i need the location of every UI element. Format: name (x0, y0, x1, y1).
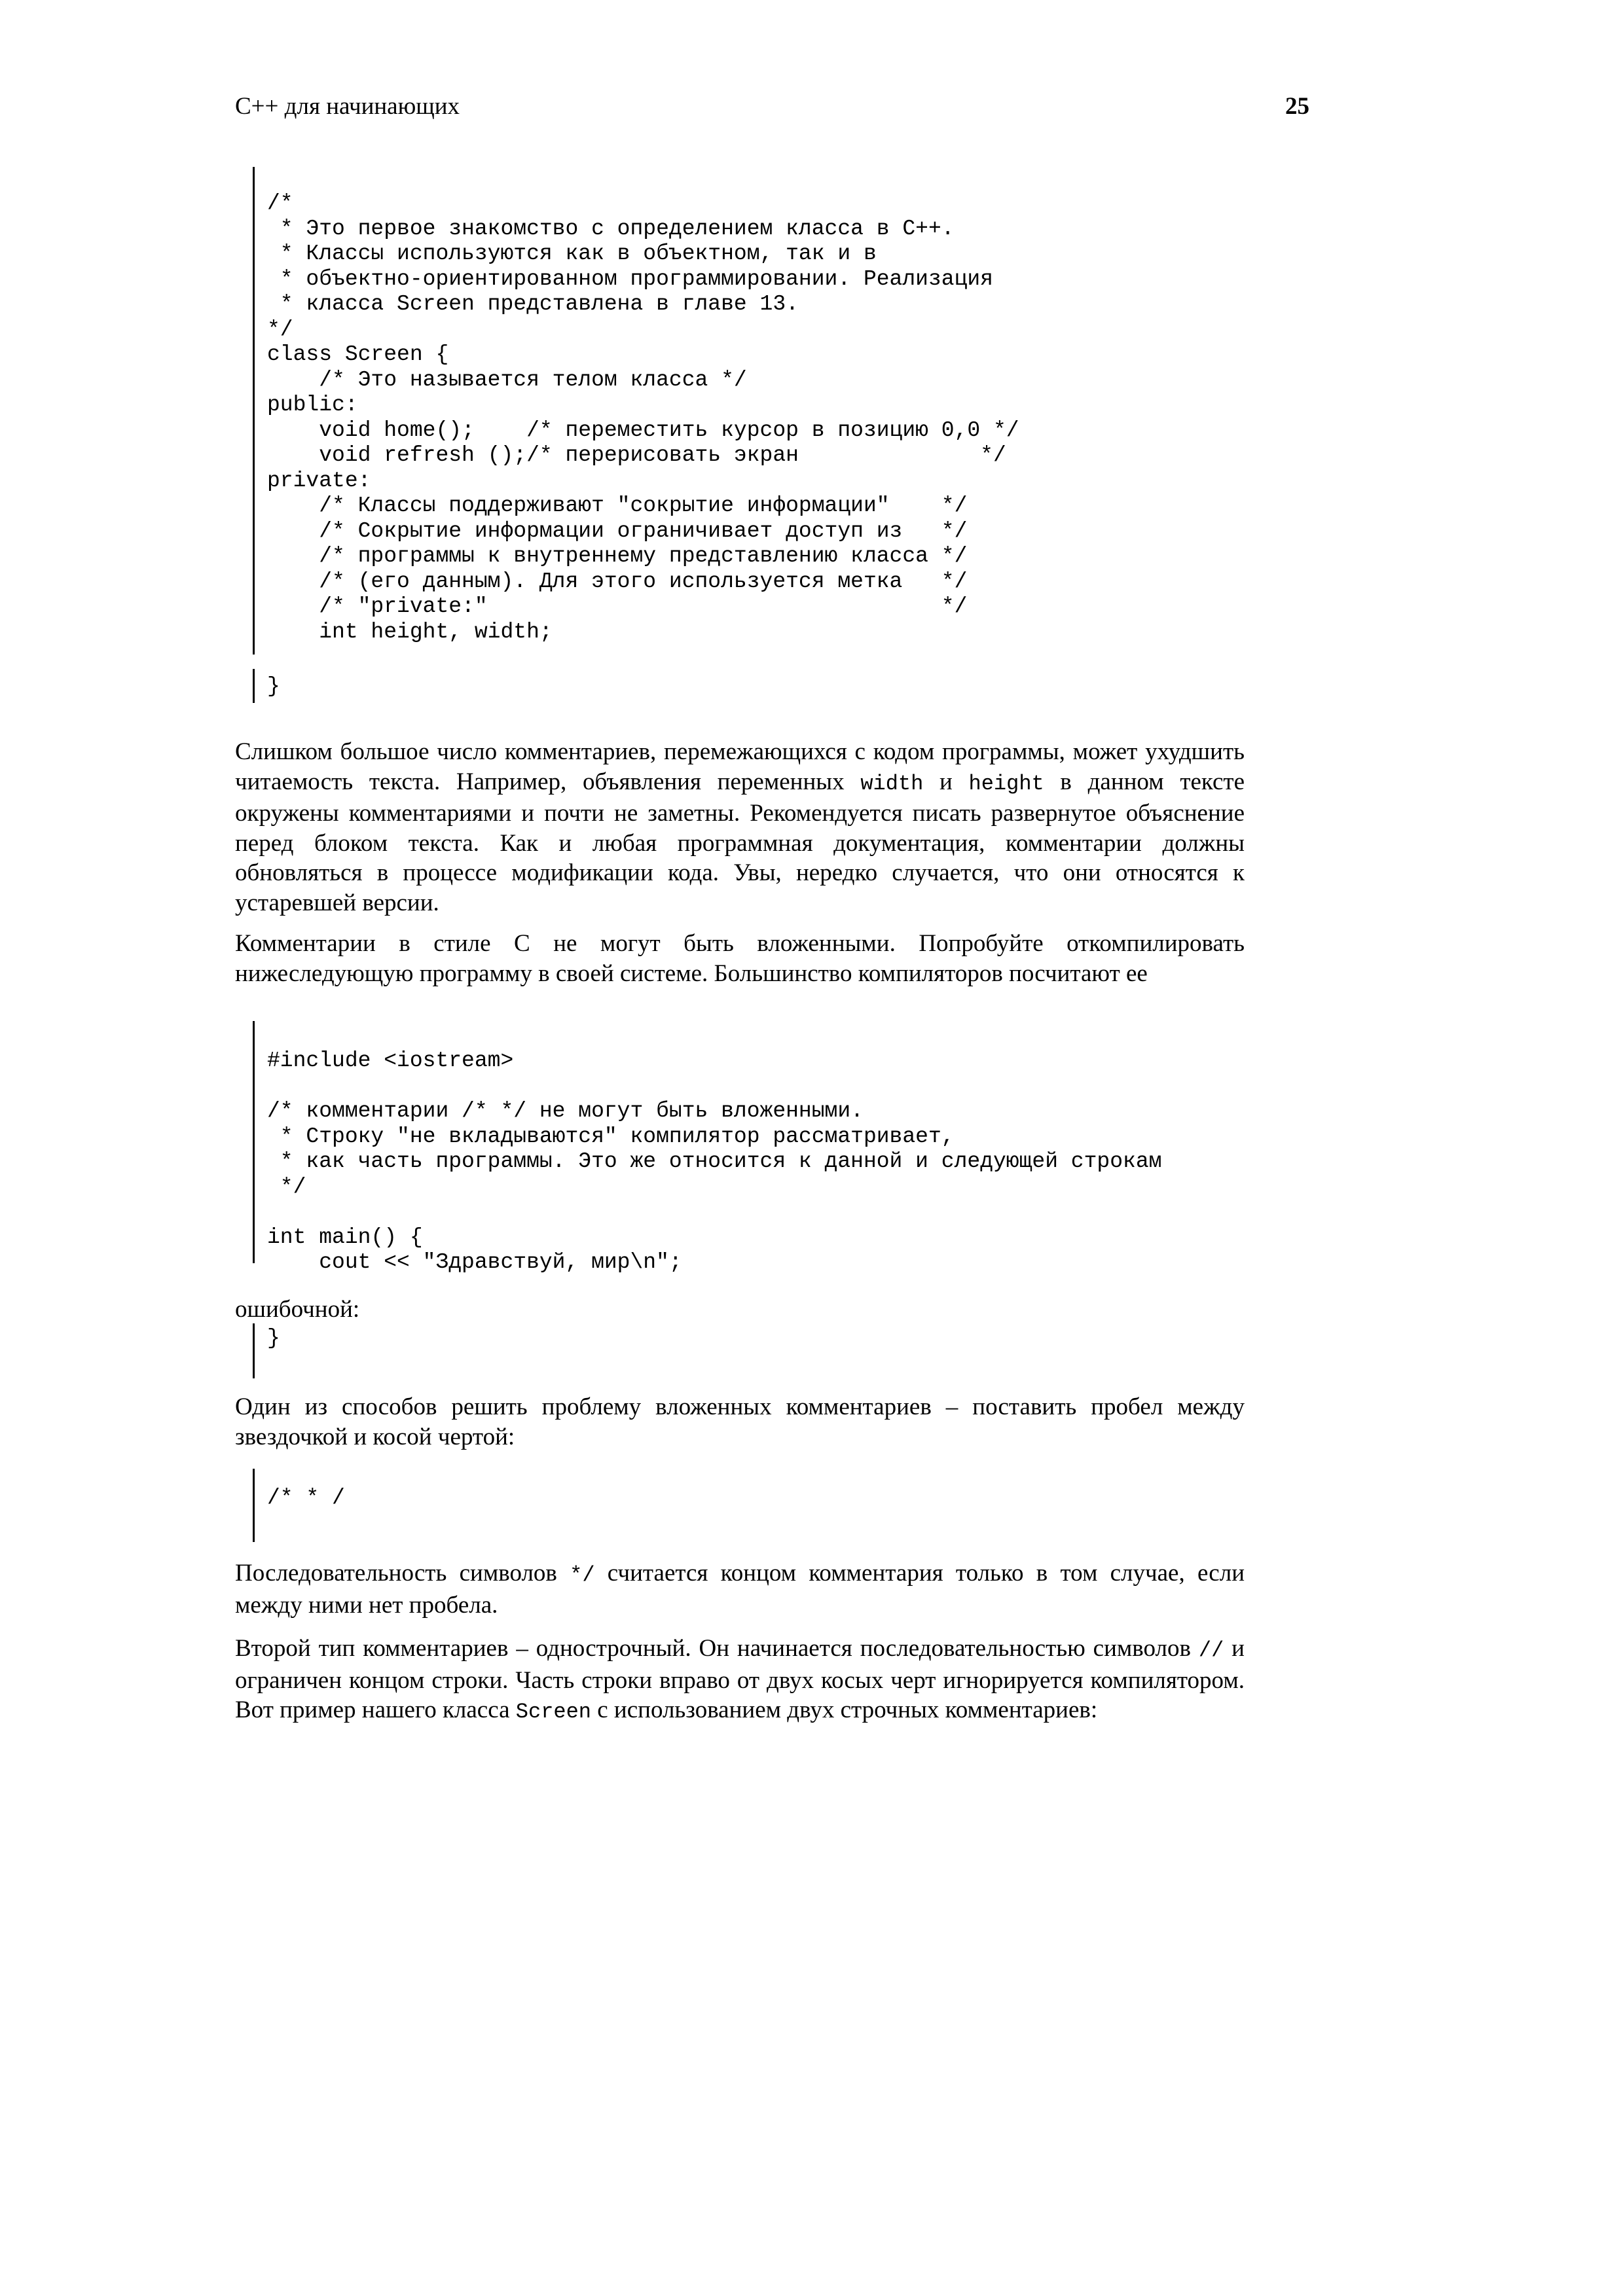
paragraph-text: считается концом комментария только в том случае, если между ними нет пробела. (235, 1560, 1245, 1619)
book-title: C++ для начинающих (235, 93, 460, 120)
inline-code: */ (570, 1563, 595, 1587)
paragraph-text: и (923, 768, 969, 795)
code-block-nested-close: } (267, 1326, 280, 1350)
code-block-rule (253, 1323, 255, 1378)
code-block-screen-close: } (267, 674, 280, 698)
paragraph-text: с использованием двух строчных комментариев: (591, 1696, 1098, 1723)
page-number: 25 (1285, 93, 1309, 120)
paragraph-space-solution: Один из способов решить проблему вложенных комментариев – поставить пробел между звездочкой и косой чертой: (235, 1393, 1245, 1450)
paragraph-continuation: ошибочной: (235, 1296, 360, 1323)
code-block-screen-class: /* * Это первое знакомство с определением класса в C++. * Классы используются как в объектном, так и в * объектно-ориентированном программировании. Реализация * класса Screen представлена в главе 13. */ class Screen { /* Это называется телом класса */ public: void home(); /* переместить курсор в позицию 0,0 */ void refresh ();/* перерисовать экран */ private: /* Классы поддерживают "сокрытие информации" */ /* Сокрытие информации ограничивает доступ из */ /* программы к внутреннему представлению класса */ /* (его данным). Для этого используется метка */ /* "private:" */ int height, width; (267, 191, 1019, 644)
code-block-spaced-comment: /* * / (267, 1486, 345, 1510)
inline-code: // (1198, 1638, 1224, 1662)
code-block-rule (253, 1021, 255, 1263)
code-block-rule (253, 669, 255, 703)
paragraph-nested-comments: Комментарии в стиле С не могут быть вложенными. Попробуйте откомпилировать нижеследующую программу в своей системе. Большинство компиляторов посчитают ее (235, 930, 1245, 987)
paragraph-text: Последовательность символов (235, 1560, 570, 1587)
code-block-rule (253, 1469, 255, 1542)
inline-code: height (968, 771, 1044, 796)
code-block-rule (253, 167, 255, 655)
paragraph-single-line-comments (235, 1634, 1245, 1727)
paragraph-text: Второй тип комментариев – однострочный. Он начинается последовательностью символов (235, 1635, 1199, 1662)
paragraph-comments-readability (235, 737, 1245, 918)
paragraph-text: в данном тексте окружены комментариями и почти не заметны. Рекомендуется писать развернутое объяснение перед блоком текста. Как и любая программная документация, комментарии должны обновляться в процессе модификации кода. Увы, нередко случается, что они относятся к устаревшей версии. (235, 768, 1245, 916)
paragraph-text: Слишком большое число комментариев, перемежающихся с кодом программы, может ухудшить читаемость текста. Например, объявления переменных (235, 738, 1245, 795)
paragraph-comment-end (235, 1558, 1245, 1620)
inline-code: Screen (515, 1700, 591, 1724)
inline-code: width (860, 771, 924, 796)
paragraph-text: и ограничен концом строки. Часть строки вправо от двух косых черт игнорируется компилятором. Вот пример нашего класса (235, 1635, 1245, 1723)
code-block-nested-example: #include <iostream> /* комментарии /* */ не могут быть вложенными. * Строку "не вкладываются" компилятор рассматривает, * как часть программы. Это же относится к данной и следующей строкам */ int main() { cout << "Здравствуй, мир\n"; (267, 1049, 1162, 1274)
